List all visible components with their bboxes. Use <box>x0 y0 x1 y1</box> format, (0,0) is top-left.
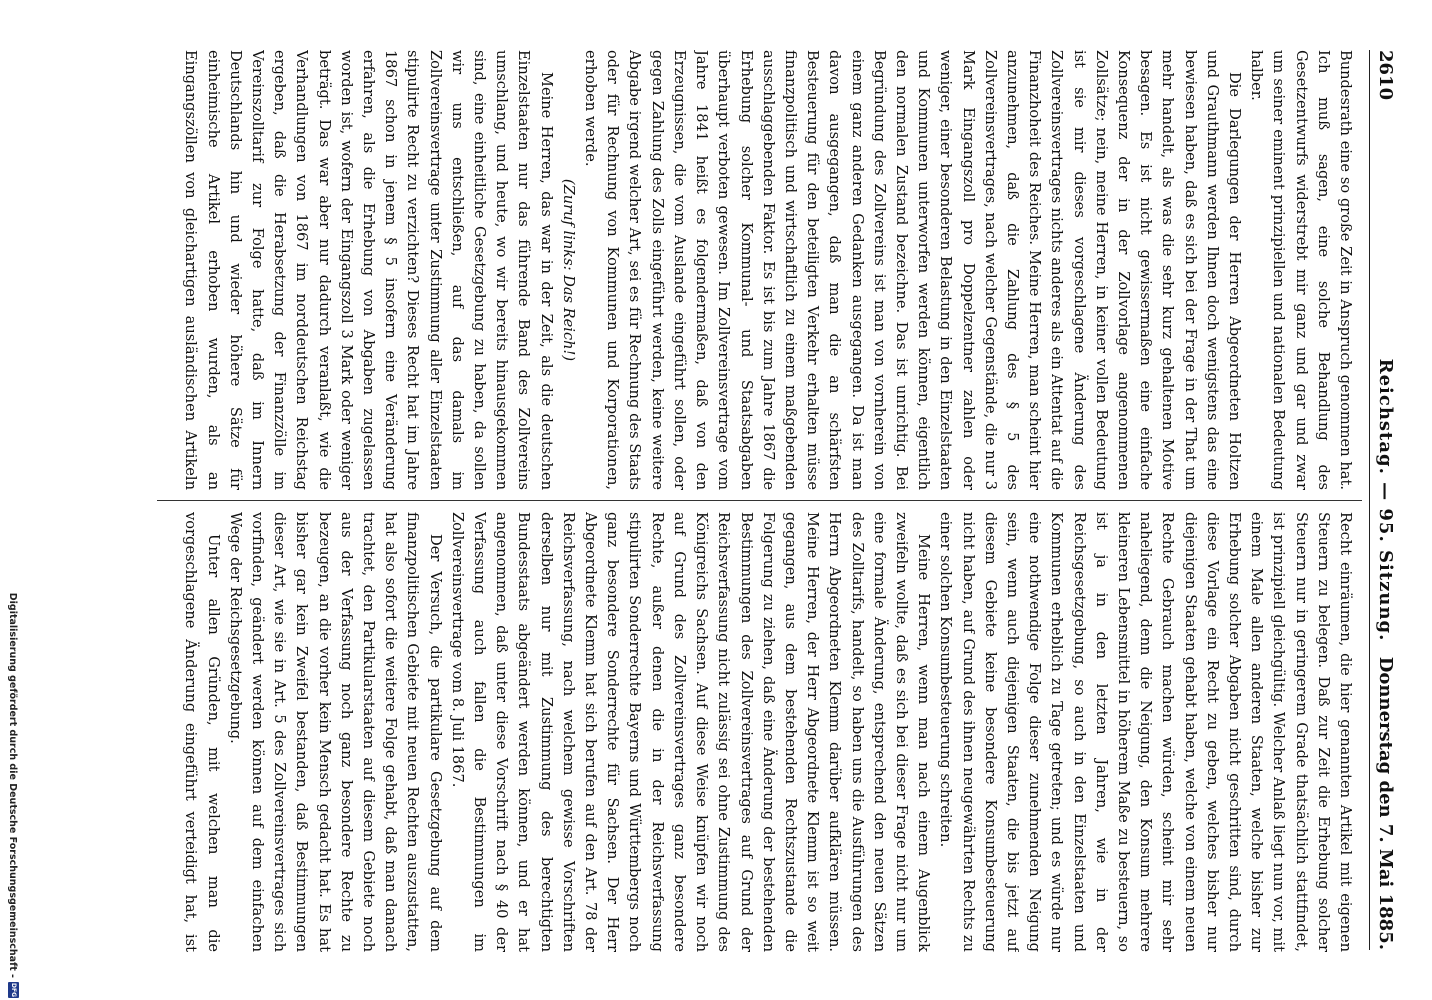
right-column <box>176 512 1356 952</box>
page-number: 2610 <box>1375 50 1396 101</box>
left-paragraph-4: Meine Herren, das war in der Zeit, als die deutschen Einzelstaaten nur das führende Band des Zollvereins umschlang, und heute, wo wir bereits hinausgekommen sind, eine einheitliche Gesetzgebung zu haben, da sollen wir uns entschließen, auf das damals im Zollvereinsvertrage unter Zustimmung aller Einzelstaaten stipulirte Recht zu verzichten? Dieses Recht hat im Jahre 1867 schon in jenem § 5 insofern eine Veränderung erfahren, als die Erhebung von Abgaben zugelassen worden ist, wofern der Eingangszoll 3 Mark oder weniger beträgt. Das war aber nur dadurch veranlaßt, wie die Verhandlungen von 1867 im norddeutschen Reichstag ergeben, daß die Herabsetzung der Finanzzölle im Vereinszolltarif zur Folge hatte, daß im Innern Deutschlands hin und wieder höhere Sätze für einheimische Artikel erhoben wurden, als an Eingangszöllen von gleichartigen ausländischen Artikeln <box>182 50 555 490</box>
right-paragraph-3: Der Versuch, die partikulare Gesetzgebung auf dem finanzpolitischen Gebiete mit neuen Rechten auszustatten, hat also sofort die weitere Folge gehabt, daß man danach trachtet, den Partikularstaaten auf diesem Gebiete noch aus der Verfassung noch ganz besondere Rechte zu bezeugen, an die vorher kein Mensch gedacht hat. Es hat bisher gar kein Zweifel bestanden, daß Bestimmungen dieser Art, wie sie in Art. 5 des Zollvereinsvertrages sich vorfinden, geändert werden können auf dem einfachen Wege der Reichsgesetzgebung. <box>226 512 444 952</box>
digitization-footer <box>3 0 19 1000</box>
column-divider <box>157 500 1362 501</box>
footer-credit: Digitalisierung gefördert durch die Deutsche Forschungsgemeinschaft - <box>7 592 18 978</box>
session-date: Donnerstag den 7. Mai 1885. <box>1375 656 1396 950</box>
right-paragraph-2: Meine Herren, wenn man nach einem Augenblick zweifeln wollte, daß es sich bei dieser Frage nicht nur um eine formale Änderung, entsprechend den neuen Sätzen des Zolltarifs, handelt, so haben uns die Ausführungen des Herrn Abgeordneten Klemm darüber aufklären müssen. Meine Herren, der Herr Abgeordnete Klemm ist so weit gegangen, aus dem bestehenden Rechtszustande die Folgerung zu ziehen, daß eine Änderung der bestehenden Bestimmungen des Zollvereinsvertrages auf Grund der Reichsverfassung nicht zulässig sei ohne Zustimmung des Königreichs Sachsen. Auf diese Weise knüpfen wir noch auf Grund des Zollvereinsvertrages ganz besondere Rechte, außer denen die in der Reichsverfassung stipulirten Sonderrechte Bayerns und Württembergs noch ganz besondere Sonderrechte für Sachsen. Der Herr Abgeordnete Klemm hat sich berufen auf den Art. 78 der Reichsverfassung, nach welchem gewisse Vorschriften derselben nur mit Zustimmung des berechtigten Bundesstaats abgeändert werden können, und er hat angenommen, daß unter diese Vorschrift nach § 40 der Verfassung auch fallen die Bestimmungen im Zollvereinsvertrage vom 8. Juli 1867. <box>448 512 933 952</box>
right-paragraph-4: Unter allen Gründen, mit welchen man die vorgeschlagene Änderung eingeführt verteidigt hat, ist <box>182 512 222 952</box>
left-paragraph-1: Bundesrath eine so große Zeit in Anspruch genommen hat. Ich muß sagen, eine solche Behandlung des Gesetzentwurfs widerstrebt mir ganz und gar und zwar um seiner eminent prinzipiellen und nationalen Bedeutung halber. <box>1248 50 1354 490</box>
page-header <box>1370 50 1400 950</box>
interjection: (Zuruf links: Das Reich!) <box>559 178 577 362</box>
right-paragraph-1: Recht einräumen, die hier genannten Artikel mit eigenen Steuern zu belegen. Daß zur Zeit die Erhebung solcher Steuern nur in geringerem Grade thatsächlich stattfindet, ist prinzipiell gleichgültig. Welcher Anlaß liegt nun vor, mit einem Male allen anderen Staaten, welche bisher zur Erhebung solcher Abgaben nicht geschritten sind, durch diese Vorlage ein Recht zu geben, welches bisher nur diejenigen Staaten gehabt haben, welche von einem neuen Rechte Gebrauch machen würden, scheint mir sehr naheliegend, denn die Neigung, den Konsum mehrere kleineren Lebensmittel in höherem Maße zu besteuern, so ist ja in den letzten Jahren, wie in der Reichsgesetzgebung, so auch in den Einzelstaaten und Kommunen erheblich zu Tage getreten; und es würde nur eine nothwendige Folge dieser zunehmenden Neigung sein, wenn auch diejenigen Staaten, die bis jetzt auf diesem Gebiete keine besondere Konsumbesteuerung nicht haben, auf Grund des ihnen neugewährten Rechts zu einer solchen Konsumbesteuerung schreiten. <box>937 512 1354 952</box>
running-title: Reichstag. — 95. Sitzung. <box>1375 358 1396 642</box>
header-rule <box>1369 50 1370 950</box>
dfg-logo-icon: DFG <box>10 982 17 997</box>
left-column <box>176 50 1356 490</box>
left-paragraph-2: Die Darlegungen der Herren Abgeordneten Holtzen und Grauthmann werden Ihnen doch wenigstens das eine bewiesen haben, daß es sich bei der Frage in der That um mehr handelt, als was die sehr kurz gehaltenen Motive besagen. Es ist nicht gewissermaßen eine einfache Konsequenz der in der Zollvorlage angenommenen Zollsätze; nein, meine Herren, in keiner vollen Bedeutung ist sie mir dieses vorgeschlagene Änderung des Zollvereinsvertrages nichts anderes als ein Attentat auf die Finanzhoheit des Reiches. Meine Herren, man scheint hier anzunehmen, daß die Zahlung des § 5 des Zollvereinsvertrages, nach welcher Gegenstände, die nur 3 Mark Eingangszoll pro Doppelzentner zahlen oder weniger, einer besonderen Belastung in den Einzelstaaten und Kommunen unterworfen werden können, eigentlich den normalen Zustand bezeichne. Das ist unrichtig. Bei Begründung des Zollvereins ist man von vornherein von einem ganz anderen Gedanken ausgegangen. Da ist man davon ausgegangen, daß man die an schärfsten Besteuerung für den beteiligten Verkehr erhalten müsse finanzpolitisch und wirtschaftlich zu einem maßgebenden ausschlaggebenden Faktor. Es ist bis zum Jahre 1867 die Erhebung solcher Kommunal- und Staatsabgaben überhaupt verboten gewesen. Im Zollvereinsvertrage vom Jahre 1841 heißt es folgendermaßen, daß von den Erzeugnissen, die vom Auslande eingeführt sollen, oder gegen Zahlung des Zolls eingeführt werden, keine weitere Abgabe irgend welcher Art, sei es für Rechnung des Staats oder für Rechnung von Kommunen und Korporationen, erhoben werde. <box>582 50 1243 490</box>
